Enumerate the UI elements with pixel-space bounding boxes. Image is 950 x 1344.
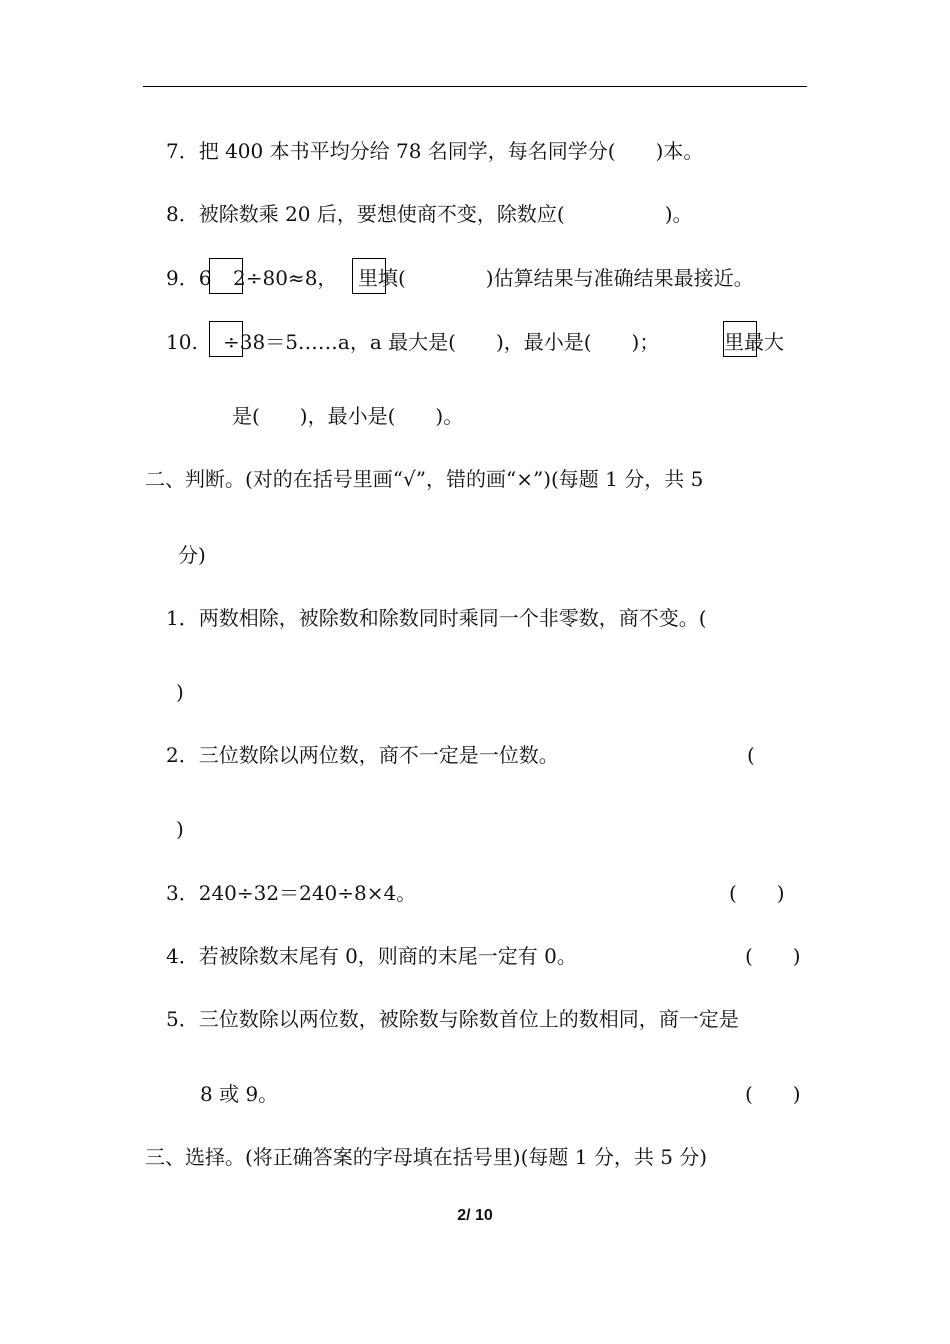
section-3-heading: 三、选择。(将正确答案的字母填在括号里)(每题 1 分，共 5 分) (145, 1145, 708, 1169)
question-10-part-b: ÷38＝5……a，a 最大是( )，最小是( )； (223, 330, 660, 354)
question-10-number: 10. (166, 330, 198, 354)
judge-item-1-bracket: ) (176, 680, 184, 704)
judge-item-5: 5．三位数除以两位数，被除数与除数首位上的数相同，商一定是 (166, 1007, 739, 1031)
judge-item-3: 3．240÷32＝240÷8×4。 (166, 881, 417, 905)
header-rule (143, 86, 807, 87)
judge-item-2-bracket-open: ( (747, 743, 755, 767)
section-2-heading-cont: 分) (178, 543, 206, 567)
question-9-part-a: 9．6 (166, 266, 212, 290)
question-7: 7．把 400 本书平均分给 78 名同学，每名同学分( )本。 (166, 139, 704, 163)
judge-item-2-bracket-close: ) (176, 817, 184, 841)
judge-item-1: 1．两数相除，被除数和除数同时乘同一个非零数，商不变。( (166, 606, 707, 630)
question-9-part-b: 2÷80≈8， (233, 266, 338, 290)
question-10-part-c: 里最大 (724, 330, 784, 354)
judge-item-2: 2．三位数除以两位数，商不一定是一位数。 (166, 743, 559, 767)
question-9-part-c: 里填( )估算结果与准确结果最接近。 (358, 266, 754, 290)
judge-item-3-bracket: ( ) (729, 881, 785, 905)
section-2-heading: 二、判断。(对的在括号里画“√”，错的画“×”)(每题 1 分，共 5 (145, 467, 704, 491)
question-8: 8．被除数乘 20 后，要想使商不变，除数应( )。 (166, 202, 693, 226)
judge-item-4-bracket: ( ) (745, 944, 801, 968)
judge-item-5-cont: 8 或 9。 (200, 1082, 279, 1106)
judge-item-5-bracket: ( ) (745, 1082, 801, 1106)
judge-item-4: 4．若被除数末尾有 0，则商的末尾一定有 0。 (166, 944, 577, 968)
question-10-part-d: 是( )，最小是( )。 (232, 404, 464, 428)
page-number: 2/ 10 (457, 1207, 493, 1224)
